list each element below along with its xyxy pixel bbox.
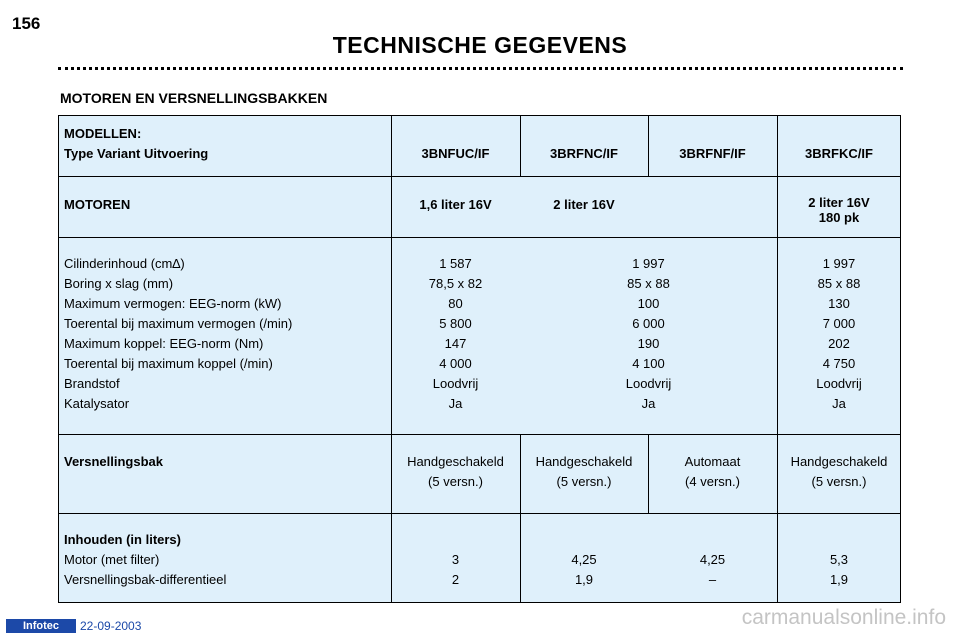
gearbox-gears: (5 versn.) — [811, 474, 867, 489]
spec-value: 4 750 — [822, 356, 856, 371]
spec-label: Toerental bij maximum koppel (/min) — [64, 356, 273, 371]
spec-value: 147 — [444, 336, 467, 351]
type-code: 3BNFUC/IF — [421, 146, 490, 161]
capacity-labels — [64, 530, 226, 590]
gearbox-type: Handgeschakeld — [407, 454, 504, 469]
capacity-label: Versnellingsbak-differentieel — [64, 572, 227, 587]
watermark: carmanualsonline.info — [741, 606, 946, 629]
type-code: 3BRFNC/IF — [550, 146, 618, 161]
spec-label: Boring x slag (mm) — [64, 276, 174, 291]
engine-4 — [777, 195, 901, 225]
type-variant-label: Type Variant Uitvoering — [64, 146, 209, 161]
infotec-logo: Infotec — [6, 619, 76, 633]
gearbox-col3 — [648, 452, 777, 492]
spec-value: 6 000 — [632, 316, 665, 331]
spec-value: 100 — [637, 296, 660, 311]
section-title: MOTOREN EN VERSNELLINGSBAKKEN — [60, 90, 328, 106]
spec-value: Ja — [641, 396, 656, 411]
dotted-divider — [58, 67, 903, 70]
spec-value: 1 587 — [439, 256, 472, 271]
capacity-value: 1,9 — [829, 572, 849, 587]
capacity-col1 — [391, 550, 520, 590]
row-divider — [59, 237, 900, 238]
spec-label: Katalysator — [64, 396, 130, 411]
spec-table — [58, 115, 901, 603]
engine-1: 1,6 liter 16V — [419, 197, 492, 212]
engine-4-line1: 2 liter 16V — [808, 195, 870, 210]
row-divider — [59, 434, 900, 435]
capacity-value: 1,9 — [574, 572, 594, 587]
spec-label: Maximum koppel: EEG-norm (Nm) — [64, 336, 264, 351]
spec-value: Ja — [832, 396, 846, 411]
page-title: TECHNISCHE GEGEVENS — [332, 32, 628, 58]
spec-value: 1 997 — [632, 256, 665, 271]
capacity-col3 — [648, 550, 777, 590]
spec-labels — [64, 254, 292, 414]
gearbox-col4 — [777, 452, 901, 492]
capacity-value: 3 — [451, 552, 460, 567]
gearbox-col2 — [520, 452, 648, 492]
capacity-value: 5,3 — [829, 552, 849, 567]
spec-value: 202 — [828, 336, 850, 351]
spec-value: 190 — [637, 336, 660, 351]
row-divider — [59, 176, 900, 177]
type-code: 3BRFKC/IF — [805, 146, 873, 161]
spec-value: 5 800 — [439, 316, 472, 331]
spec-value: 78,5 x 82 — [428, 276, 483, 291]
spec-value: 4 100 — [632, 356, 665, 371]
spec-values-col4 — [777, 254, 901, 414]
capacity-value: 2 — [451, 572, 460, 587]
capacity-value: 4,25 — [699, 552, 726, 567]
spec-value: 80 — [448, 296, 463, 311]
gearbox-type: Handgeschakeld — [535, 454, 633, 469]
page-number: 156 — [12, 14, 41, 33]
spec-value: 1 997 — [822, 256, 856, 271]
capacity-value: – — [708, 572, 717, 587]
spec-label: Cilinderinhoud (cm∆) — [64, 256, 185, 271]
spec-value: Loodvrij — [816, 376, 862, 391]
engine-2-3: 2 liter 16V — [553, 197, 615, 212]
type-code: 3BRFNF/IF — [679, 146, 746, 161]
spec-value: 130 — [828, 296, 850, 311]
gearbox-type: Automaat — [684, 454, 741, 469]
gearbox-type: Handgeschakeld — [790, 454, 888, 469]
spec-label: Toerental bij maximum vermogen (/min) — [64, 316, 293, 331]
footer-date: 22-09-2003 — [80, 619, 142, 633]
gearbox-gears: (4 versn.) — [685, 474, 740, 489]
spec-value: Loodvrij — [432, 376, 479, 391]
spec-value: 85 x 88 — [627, 276, 670, 291]
capacities-title: Inhouden (in liters) — [64, 532, 181, 547]
gearbox-gears: (5 versn.) — [556, 474, 612, 489]
spec-value: 85 x 88 — [817, 276, 861, 291]
spec-value: 7 000 — [822, 316, 856, 331]
capacity-label: Motor (met filter) — [64, 552, 160, 567]
gearbox-col1 — [391, 452, 520, 492]
spec-value: Loodvrij — [625, 376, 672, 391]
spec-value: 4 000 — [439, 356, 472, 371]
row-divider — [59, 513, 900, 514]
capacity-col4 — [777, 550, 901, 590]
gearbox-gears: (5 versn.) — [428, 474, 483, 489]
gearbox-label: Versnellingsbak — [64, 454, 163, 469]
engine-4-line2: 180 pk — [818, 210, 860, 225]
spec-value: Ja — [448, 396, 463, 411]
spec-values-col23 — [520, 254, 777, 414]
capacity-value: 4,25 — [571, 552, 597, 567]
models-label: MODELLEN: — [64, 126, 142, 141]
engines-label: MOTOREN — [64, 197, 131, 212]
spec-label: Maximum vermogen: EEG-norm (kW) — [64, 296, 282, 311]
capacity-col2 — [520, 550, 648, 590]
spec-label: Brandstof — [64, 376, 120, 391]
spec-values-col1 — [391, 254, 520, 414]
